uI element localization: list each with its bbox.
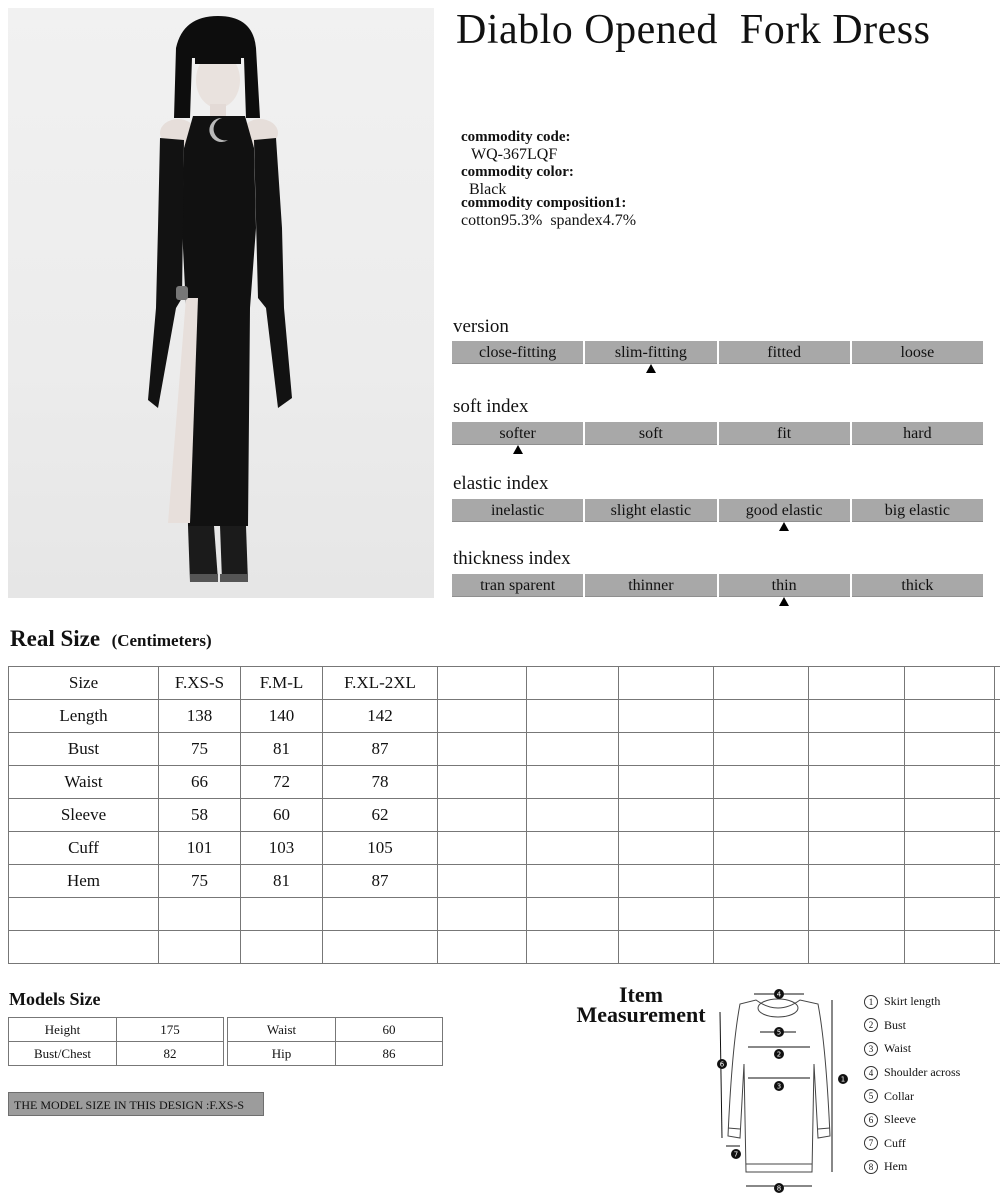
empty-cell bbox=[995, 700, 1000, 733]
thickness-index-marker-icon bbox=[779, 597, 789, 606]
soft-index-label: soft index bbox=[453, 396, 529, 417]
thickness-index-option bbox=[585, 574, 716, 597]
legend-item bbox=[864, 1084, 994, 1108]
soft-index-option-label: softer bbox=[499, 425, 536, 442]
size-value-cell: 87 bbox=[323, 865, 438, 898]
commodity-color-value: Black bbox=[469, 181, 507, 198]
empty-cell bbox=[619, 898, 714, 931]
elastic-index-option-label: big elastic bbox=[884, 502, 951, 519]
empty-cell bbox=[9, 898, 159, 931]
model-measure-label: Height bbox=[9, 1018, 117, 1042]
size-value-cell: 105 bbox=[323, 832, 438, 865]
empty-cell bbox=[809, 766, 905, 799]
thickness-index-option bbox=[452, 574, 583, 597]
model-illustration bbox=[8, 8, 434, 598]
table-row bbox=[9, 832, 1000, 865]
legend-label: Bust bbox=[884, 1017, 907, 1032]
empty-cell bbox=[714, 799, 809, 832]
size-measure-label: Bust bbox=[9, 733, 159, 766]
elastic-index-option-label: slight elastic bbox=[610, 502, 692, 519]
models-size-title: Models Size bbox=[9, 989, 101, 1009]
legend-number-6-icon: 6 bbox=[864, 1113, 878, 1127]
empty-cell bbox=[438, 700, 527, 733]
empty-cell bbox=[438, 667, 527, 700]
legend-item bbox=[864, 1155, 994, 1179]
table-row bbox=[228, 1018, 443, 1042]
legend-number-5-icon: 5 bbox=[864, 1089, 878, 1103]
soft-index-option-label: fit bbox=[777, 425, 792, 442]
version-selector bbox=[452, 341, 983, 364]
empty-cell bbox=[714, 832, 809, 865]
commodity-color-label: commodity color: bbox=[461, 164, 574, 180]
commodity-code-label: commodity code: bbox=[461, 129, 571, 145]
version-option bbox=[719, 341, 850, 364]
svg-text:1: 1 bbox=[840, 1075, 846, 1084]
elastic-index-option bbox=[852, 499, 983, 522]
empty-cell bbox=[995, 799, 1000, 832]
empty-cell bbox=[809, 799, 905, 832]
thickness-index-selector bbox=[452, 574, 983, 597]
empty-cell bbox=[995, 766, 1000, 799]
soft-index-option bbox=[452, 422, 583, 445]
version-option bbox=[585, 341, 716, 364]
version-option-label: fitted bbox=[767, 344, 801, 361]
empty-cell bbox=[714, 931, 809, 964]
legend-item bbox=[864, 1014, 994, 1038]
size-measure-label: Cuff bbox=[9, 832, 159, 865]
thickness-index-option bbox=[719, 574, 850, 597]
model-measure-value: 60 bbox=[336, 1018, 443, 1042]
commodity-composition-row bbox=[453, 176, 636, 230]
empty-cell bbox=[323, 898, 438, 931]
empty-cell bbox=[438, 766, 527, 799]
soft-index-option bbox=[585, 422, 716, 445]
empty-cell bbox=[905, 667, 995, 700]
empty-cell bbox=[438, 733, 527, 766]
empty-cell bbox=[714, 766, 809, 799]
size-value-cell: 142 bbox=[323, 700, 438, 733]
size-measure-label: Hem bbox=[9, 865, 159, 898]
empty-cell bbox=[995, 898, 1000, 931]
soft-index-option-label: hard bbox=[903, 425, 932, 442]
empty-cell bbox=[714, 898, 809, 931]
elastic-index-selector bbox=[452, 499, 983, 522]
empty-cell bbox=[527, 667, 619, 700]
size-value-cell: 87 bbox=[323, 733, 438, 766]
legend-number-4-icon: 4 bbox=[864, 1066, 878, 1080]
table-row bbox=[9, 799, 1000, 832]
elastic-index-option-label: good elastic bbox=[745, 502, 823, 519]
legend-number-8-icon: 8 bbox=[864, 1160, 878, 1174]
empty-cell bbox=[438, 931, 527, 964]
empty-cell bbox=[619, 733, 714, 766]
size-header-cell: Size bbox=[9, 667, 159, 700]
empty-cell bbox=[714, 700, 809, 733]
elastic-index-option bbox=[719, 499, 850, 522]
version-option-label: slim-fitting bbox=[614, 344, 687, 361]
models-size-table-left bbox=[8, 1017, 224, 1066]
commodity-composition-label: commodity composition1: bbox=[461, 195, 627, 211]
empty-cell bbox=[619, 667, 714, 700]
empty-cell bbox=[159, 898, 241, 931]
soft-index-option bbox=[852, 422, 983, 445]
empty-cell bbox=[714, 865, 809, 898]
empty-cell bbox=[438, 799, 527, 832]
size-table bbox=[8, 666, 1000, 964]
legend-label: Cuff bbox=[884, 1135, 906, 1150]
empty-cell bbox=[905, 865, 995, 898]
measurement-legend bbox=[864, 990, 994, 1179]
empty-cell bbox=[714, 733, 809, 766]
empty-cell bbox=[619, 700, 714, 733]
empty-cell bbox=[438, 865, 527, 898]
table-row bbox=[228, 1042, 443, 1066]
empty-cell bbox=[905, 766, 995, 799]
size-value-cell: 81 bbox=[241, 865, 323, 898]
empty-cell bbox=[241, 931, 323, 964]
elastic-index-marker-icon bbox=[779, 522, 789, 531]
legend-item bbox=[864, 1108, 994, 1132]
product-title: Diablo Opened Fork Dress bbox=[456, 7, 931, 53]
empty-cell bbox=[619, 832, 714, 865]
size-value-cell: 140 bbox=[241, 700, 323, 733]
size-value-cell: 66 bbox=[159, 766, 241, 799]
size-table-body bbox=[9, 667, 1000, 964]
thickness-index-label: thickness index bbox=[453, 548, 571, 569]
empty-cell bbox=[714, 667, 809, 700]
empty-cell bbox=[527, 799, 619, 832]
empty-cell bbox=[527, 865, 619, 898]
commodity-composition-value: cotton95.3% spandex4.7% bbox=[461, 212, 637, 229]
legend-label: Hem bbox=[884, 1159, 908, 1174]
legend-item bbox=[864, 1061, 994, 1085]
svg-text:8: 8 bbox=[776, 1184, 782, 1193]
table-row bbox=[9, 1042, 224, 1066]
elastic-index-label: elastic index bbox=[453, 473, 549, 494]
model-measure-value: 175 bbox=[117, 1018, 224, 1042]
empty-cell bbox=[905, 832, 995, 865]
size-value-cell: 62 bbox=[323, 799, 438, 832]
size-value-cell: 72 bbox=[241, 766, 323, 799]
table-row bbox=[9, 931, 1000, 964]
size-value-cell: 81 bbox=[241, 733, 323, 766]
empty-cell bbox=[995, 733, 1000, 766]
empty-cell bbox=[619, 865, 714, 898]
soft-index-option bbox=[719, 422, 850, 445]
table-row bbox=[9, 1018, 224, 1042]
empty-cell bbox=[438, 832, 527, 865]
empty-cell bbox=[619, 766, 714, 799]
empty-cell bbox=[527, 733, 619, 766]
empty-cell bbox=[995, 931, 1000, 964]
empty-cell bbox=[905, 898, 995, 931]
empty-cell bbox=[995, 667, 1000, 700]
version-option bbox=[452, 341, 583, 364]
model-size-note: THE MODEL SIZE IN THIS DESIGN :F.XS-S bbox=[8, 1092, 264, 1116]
empty-cell bbox=[905, 931, 995, 964]
empty-cell bbox=[809, 898, 905, 931]
size-measure-label: Sleeve bbox=[9, 799, 159, 832]
table-row bbox=[9, 898, 1000, 931]
commodity-code-value: WQ-367LQF bbox=[471, 146, 558, 163]
empty-cell bbox=[527, 766, 619, 799]
garment-measurement-diagram bbox=[714, 986, 854, 1196]
size-value-cell: 103 bbox=[241, 832, 323, 865]
empty-cell bbox=[905, 700, 995, 733]
size-value-cell: 75 bbox=[159, 733, 241, 766]
soft-index-selector bbox=[452, 422, 983, 445]
empty-cell bbox=[527, 832, 619, 865]
legend-number-2-icon: 2 bbox=[864, 1018, 878, 1032]
size-value-cell: 60 bbox=[241, 799, 323, 832]
model-measure-value: 82 bbox=[117, 1042, 224, 1066]
thickness-index-option bbox=[852, 574, 983, 597]
legend-number-1-icon: 1 bbox=[864, 995, 878, 1009]
legend-label: Collar bbox=[884, 1088, 914, 1103]
thickness-index-option-label: tran sparent bbox=[480, 577, 556, 594]
empty-cell bbox=[159, 931, 241, 964]
empty-cell bbox=[905, 733, 995, 766]
table-row bbox=[9, 766, 1000, 799]
empty-cell bbox=[527, 931, 619, 964]
empty-cell bbox=[809, 700, 905, 733]
size-value-cell: 138 bbox=[159, 700, 241, 733]
size-value-cell: 58 bbox=[159, 799, 241, 832]
size-value-cell: 101 bbox=[159, 832, 241, 865]
svg-text:3: 3 bbox=[776, 1082, 782, 1091]
empty-cell bbox=[995, 832, 1000, 865]
real-size-title bbox=[10, 626, 212, 652]
empty-cell bbox=[905, 799, 995, 832]
empty-cell bbox=[809, 832, 905, 865]
empty-cell bbox=[438, 898, 527, 931]
product-photo bbox=[8, 8, 434, 598]
empty-cell bbox=[619, 931, 714, 964]
legend-label: Waist bbox=[884, 1041, 912, 1056]
model-measure-label: Hip bbox=[228, 1042, 336, 1066]
item-measurement-title-line1: Item bbox=[619, 982, 663, 1007]
svg-text:6: 6 bbox=[719, 1060, 725, 1069]
empty-cell bbox=[9, 931, 159, 964]
legend-number-7-icon: 7 bbox=[864, 1136, 878, 1150]
empty-cell bbox=[527, 898, 619, 931]
elastic-index-option-label: inelastic bbox=[490, 502, 545, 519]
size-measure-label: Waist bbox=[9, 766, 159, 799]
version-marker-icon bbox=[646, 364, 656, 373]
legend-item bbox=[864, 1037, 994, 1061]
models-size-table-right bbox=[227, 1017, 443, 1066]
soft-index-marker-icon bbox=[513, 445, 523, 454]
svg-text:7: 7 bbox=[733, 1150, 739, 1159]
size-header-cell: F.XS-S bbox=[159, 667, 241, 700]
size-measure-label: Length bbox=[9, 700, 159, 733]
thickness-index-option-label: thick bbox=[901, 577, 934, 594]
table-row bbox=[9, 865, 1000, 898]
soft-index-option-label: soft bbox=[638, 425, 663, 442]
thickness-index-option-label: thin bbox=[771, 577, 797, 594]
version-label: version bbox=[453, 316, 509, 337]
real-size-heading: Real Size bbox=[10, 626, 101, 651]
size-header-cell: F.XL-2XL bbox=[323, 667, 438, 700]
empty-cell bbox=[527, 700, 619, 733]
item-measurement-title bbox=[560, 982, 722, 1027]
elastic-index-option bbox=[452, 499, 583, 522]
thickness-index-option-label: thinner bbox=[628, 577, 674, 594]
empty-cell bbox=[809, 667, 905, 700]
legend-label: Sleeve bbox=[884, 1112, 916, 1127]
elastic-index-option bbox=[585, 499, 716, 522]
size-value-cell: 78 bbox=[323, 766, 438, 799]
model-measure-label: Waist bbox=[228, 1018, 336, 1042]
empty-cell bbox=[323, 931, 438, 964]
empty-cell bbox=[241, 898, 323, 931]
empty-cell bbox=[809, 733, 905, 766]
size-value-cell: 75 bbox=[159, 865, 241, 898]
model-measure-label: Bust/Chest bbox=[9, 1042, 117, 1066]
legend-label: Skirt length bbox=[884, 994, 941, 1009]
legend-item bbox=[864, 990, 994, 1014]
item-measurement-title-line2: Measurement bbox=[576, 1002, 706, 1027]
empty-cell bbox=[809, 865, 905, 898]
empty-cell bbox=[619, 799, 714, 832]
svg-text:2: 2 bbox=[776, 1050, 782, 1059]
model-measure-value: 86 bbox=[336, 1042, 443, 1066]
empty-cell bbox=[995, 865, 1000, 898]
table-row bbox=[9, 700, 1000, 733]
size-table-header-row bbox=[9, 667, 1000, 700]
legend-item bbox=[864, 1132, 994, 1156]
legend-number-3-icon: 3 bbox=[864, 1042, 878, 1056]
empty-cell bbox=[809, 931, 905, 964]
size-header-cell: F.M-L bbox=[241, 667, 323, 700]
version-option-label: close-fitting bbox=[478, 344, 557, 361]
version-option bbox=[852, 341, 983, 364]
legend-label: Shoulder across bbox=[884, 1065, 961, 1080]
table-row bbox=[9, 733, 1000, 766]
real-size-unit: (Centimeters) bbox=[111, 631, 212, 650]
version-option-label: loose bbox=[900, 344, 935, 361]
svg-text:5: 5 bbox=[776, 1028, 782, 1037]
svg-text:4: 4 bbox=[776, 990, 782, 999]
